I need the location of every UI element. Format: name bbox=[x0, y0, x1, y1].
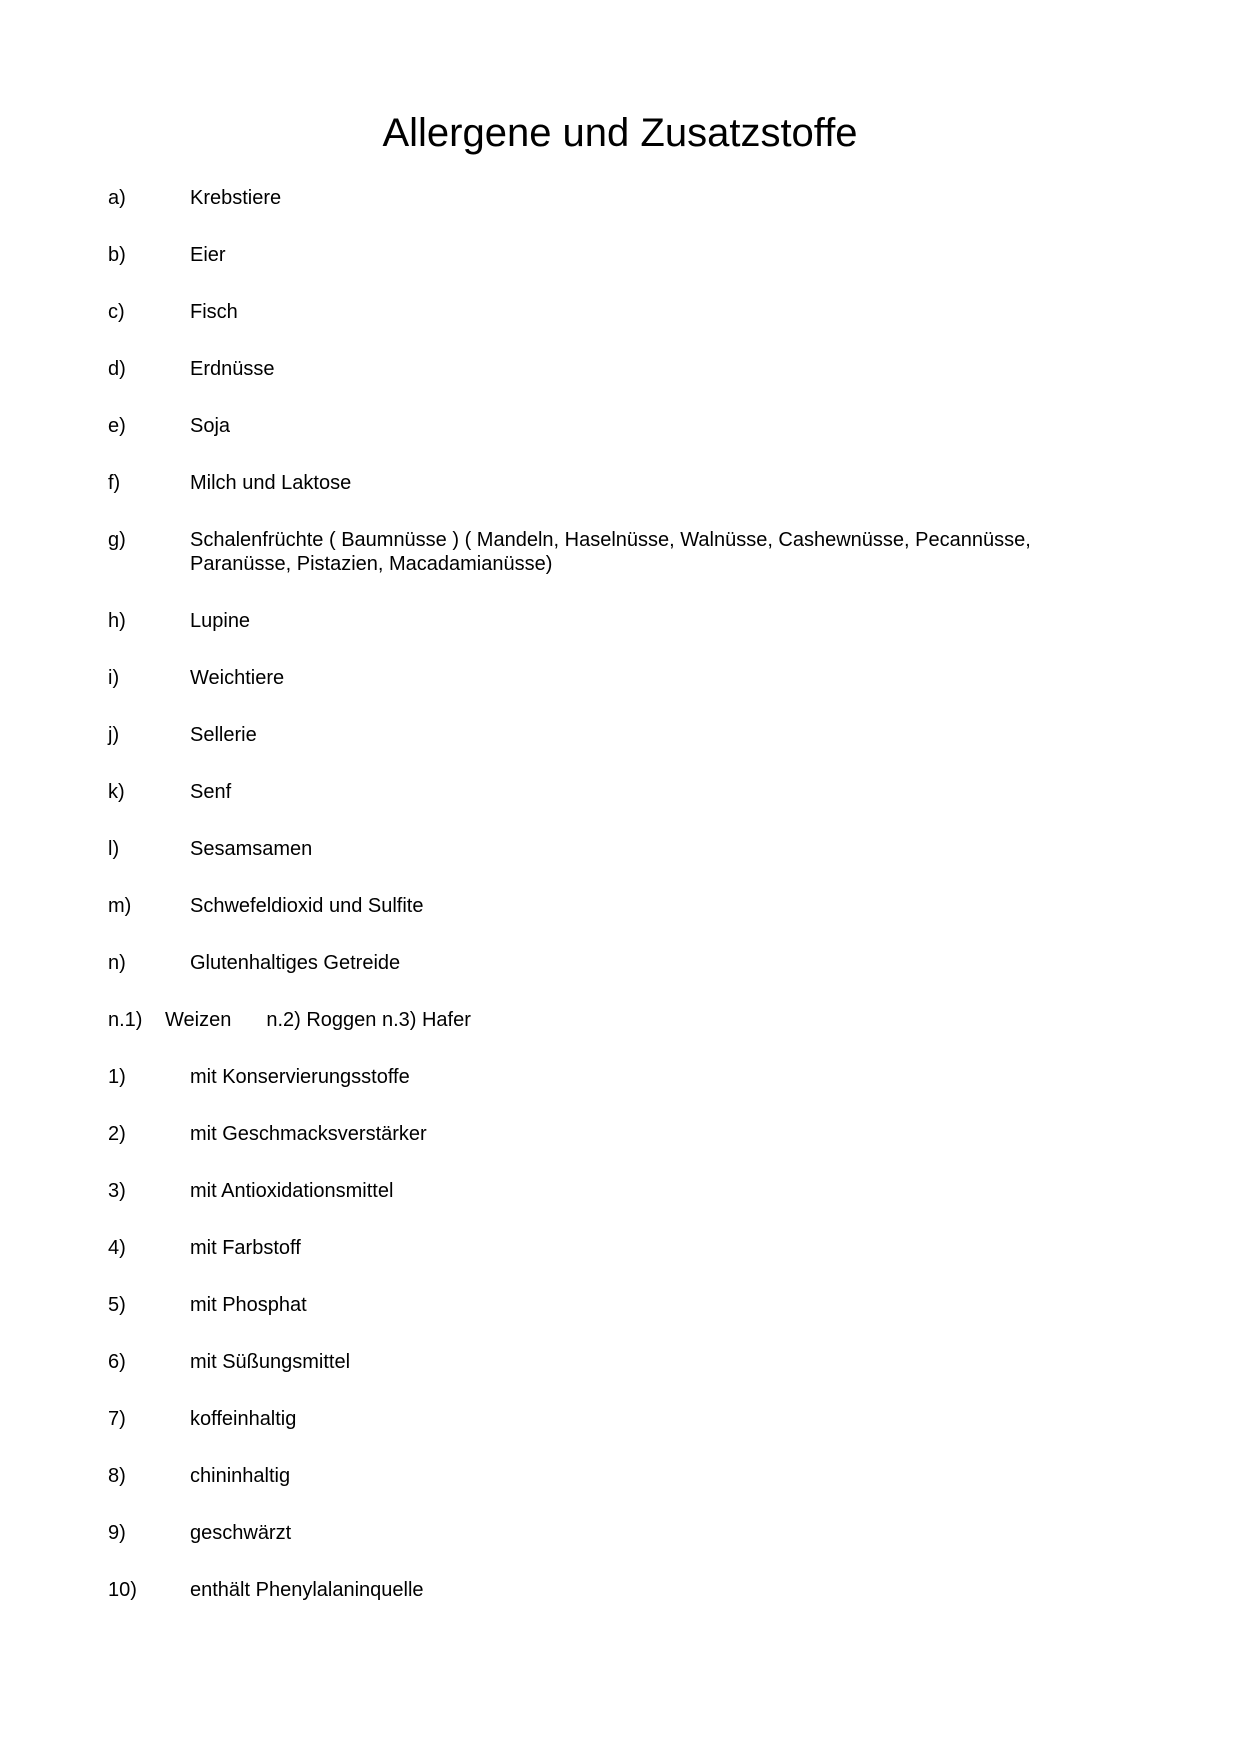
item-label: i) bbox=[108, 667, 120, 689]
item-label: d) bbox=[108, 358, 126, 380]
list-item bbox=[108, 780, 1240, 804]
list-item bbox=[108, 300, 1240, 324]
list-item bbox=[108, 1464, 1240, 1488]
item-label: 3) bbox=[108, 1180, 126, 1202]
allergen-additive-list bbox=[0, 186, 1240, 1602]
item-text: Glutenhaltiges Getreide bbox=[190, 952, 401, 974]
list-item bbox=[108, 243, 1240, 267]
list-item bbox=[108, 609, 1240, 633]
list-item bbox=[108, 186, 1240, 210]
item-text: Erdnüsse bbox=[190, 358, 275, 380]
list-item bbox=[108, 1521, 1240, 1545]
list-item bbox=[108, 1122, 1240, 1146]
list-item bbox=[108, 528, 1240, 576]
item-text: Eier bbox=[190, 244, 226, 266]
item-label: f) bbox=[108, 472, 121, 494]
item-text: mit Antioxidationsmittel bbox=[190, 1180, 394, 1202]
item-label: n) bbox=[108, 952, 126, 974]
item-text: Senf bbox=[190, 781, 232, 803]
item-label: 8) bbox=[108, 1465, 126, 1487]
list-item bbox=[108, 1236, 1240, 1260]
list-item bbox=[108, 1179, 1240, 1203]
item-text: geschwärzt bbox=[190, 1522, 292, 1544]
item-label: 4) bbox=[108, 1237, 126, 1259]
item-label: j) bbox=[108, 724, 120, 746]
item-label: k) bbox=[108, 781, 125, 803]
list-item bbox=[108, 1578, 1240, 1602]
item-label: n.1) bbox=[108, 1009, 143, 1031]
item-text: chininhaltig bbox=[190, 1465, 291, 1487]
item-label: 1) bbox=[108, 1066, 126, 1088]
item-label: 5) bbox=[108, 1294, 126, 1316]
item-text: Weizen bbox=[165, 1009, 232, 1031]
item-label: h) bbox=[108, 610, 126, 632]
item-label: g) bbox=[108, 529, 126, 551]
item-label: c) bbox=[108, 301, 125, 323]
item-label: b) bbox=[108, 244, 126, 266]
item-text: Weichtiere bbox=[190, 667, 285, 689]
item-text: Lupine bbox=[190, 610, 251, 632]
item-text: mit Süßungsmittel bbox=[190, 1351, 351, 1373]
list-item bbox=[108, 414, 1240, 438]
item-text-continued: n.2) Roggen n.3) Hafer bbox=[266, 1009, 471, 1031]
item-text: mit Geschmacksverstärker bbox=[190, 1123, 427, 1145]
page-title: Allergene und Zusatzstoffe bbox=[382, 111, 858, 155]
item-text: Soja bbox=[190, 415, 231, 437]
item-label: 2) bbox=[108, 1123, 126, 1145]
list-item bbox=[108, 1407, 1240, 1431]
item-text: mit Konservierungsstoffe bbox=[190, 1066, 410, 1088]
list-item bbox=[108, 1008, 1240, 1032]
item-text: Sellerie bbox=[190, 724, 257, 746]
item-label: e) bbox=[108, 415, 126, 437]
item-text: Schalenfrüchte ( Baumnüsse ) ( Mandeln, Haselnüsse, Walnüsse, Cashewnüsse, Pecannüsse, Paranüsse, Pistazien, Macadamianüsse) bbox=[190, 529, 1031, 575]
list-item bbox=[108, 1293, 1240, 1317]
item-label: a) bbox=[108, 187, 126, 209]
item-label: 7) bbox=[108, 1408, 126, 1430]
item-text: enthält Phenylalaninquelle bbox=[190, 1579, 424, 1601]
item-text: Milch und Laktose bbox=[190, 472, 352, 494]
item-label: 10) bbox=[108, 1579, 137, 1601]
list-item bbox=[108, 837, 1240, 861]
item-text: mit Farbstoff bbox=[190, 1237, 301, 1259]
list-item bbox=[108, 1065, 1240, 1089]
list-item bbox=[108, 1350, 1240, 1374]
item-label: 9) bbox=[108, 1522, 126, 1544]
item-label: l) bbox=[108, 838, 120, 860]
item-text: Sesamsamen bbox=[190, 838, 313, 860]
list-item bbox=[108, 666, 1240, 690]
list-item bbox=[108, 894, 1240, 918]
item-label: m) bbox=[108, 895, 132, 917]
list-item bbox=[108, 951, 1240, 975]
item-label: 6) bbox=[108, 1351, 126, 1373]
list-item bbox=[108, 723, 1240, 747]
list-item bbox=[108, 357, 1240, 381]
item-text: Krebstiere bbox=[190, 187, 282, 209]
item-text: mit Phosphat bbox=[190, 1294, 307, 1316]
item-text: koffeinhaltig bbox=[190, 1408, 297, 1430]
item-text: Schwefeldioxid und Sulfite bbox=[190, 895, 424, 917]
item-text: Fisch bbox=[190, 301, 238, 323]
list-item bbox=[108, 471, 1240, 495]
